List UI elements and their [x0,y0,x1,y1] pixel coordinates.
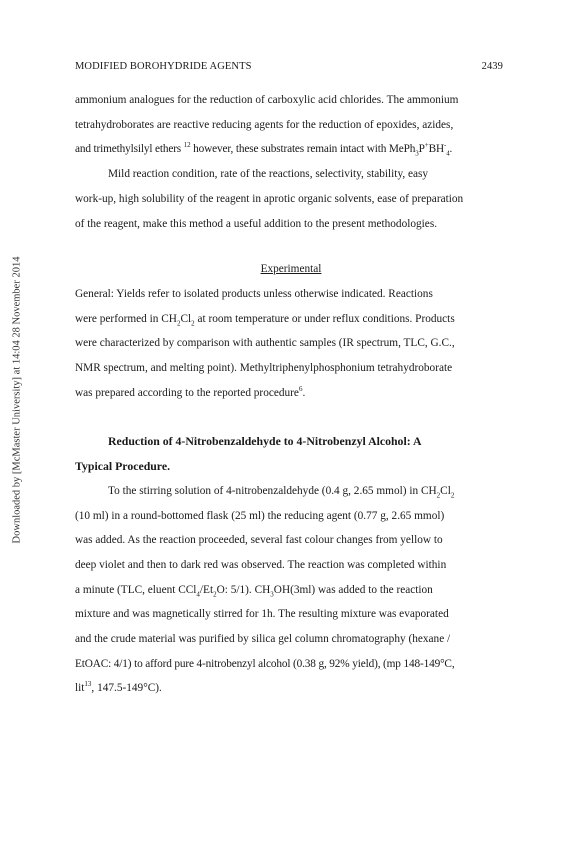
intro-paragraph-1 [75,88,507,162]
text-line: To the stirring solution of 4-nitrobenzaldehyde (0.4 g, 2.65 mmol) in $CH_2Cl_2$ [108,484,455,500]
page-number: 2439 [481,61,503,72]
text-line: of the reagent, make this method a useful addition to the present methodologies. [75,217,438,230]
article-body [75,88,507,701]
text-line: were characterized by comparison with authentic samples (IR spectrum, TLC, G.C., [75,337,455,350]
download-watermark [10,120,24,680]
general-paragraph [75,282,507,406]
text-line: ammonium analogues for the reduction of carboxylic acid chlorides. The ammonium [75,94,459,106]
text-line: work-up, high solubility of the reagent in aprotic organic solvents, ease of preparation [75,192,464,205]
running-header [75,61,503,72]
intro-paragraph-2 [75,162,507,236]
text-line: was added. As the reaction proceeded, several fast colour changes from yellow to [75,534,443,547]
text-line: was prepared according to the reported procedure$^6$. [75,384,306,399]
procedure-title: Reduction of 4-Nitrobenzaldehyde to 4-Nitrobenzyl Alcohol: A [108,434,422,449]
procedure-paragraph [75,479,507,701]
text-line: deep violet and then to dark red was observed. The reaction was completed within [75,558,447,571]
text-line: Mild reaction condition, rate of the reactions, selectivity, stability, easy [108,168,429,181]
text-line: (10 ml) in a round-bottomed flask (25 ml) the reducing agent (0.77 g, 2.65 mmol) [75,509,445,522]
text-line: General: Yields refer to isolated products unless otherwise indicated. Reactions [75,287,433,300]
running-title: MODIFIED BOROHYDRIDE AGENTS [75,61,252,72]
text-line: a minute (TLC, eluent $CCl_4/Et_2O$: 5/1). $CH_3OH(3ml)$ was added to the reaction [75,583,433,598]
text-line: tetrahydroborates are reactive reducing agents for the reduction of epoxides, azides, [75,118,454,131]
text-line: and trimethylsilyl ethers $^{12}$ however, these substrates remain intact with $MePh_3P^+BH^-_4$. [75,141,453,158]
text-line: NMR spectrum, and melting point). Methyltriphenylphosphonium tetrahydroborate [75,362,453,375]
download-note-text: Downloaded by [McMaster University] at 14:04 28 November 2014 [11,256,23,544]
experimental-heading: Experimental [260,263,322,276]
text-line: EtOAC: 4/1) to afford pure 4-nitrobenzyl alcohol (0.38 g, 92% yield), (mp 148-149°C, [75,657,455,670]
reference-12: 12 [183,141,191,150]
text-line: mixture and was magnetically stirred for 1h. The resulting mixture was evaporated [75,608,449,621]
text-line: and the crude material was purified by silica gel column chromatography (hexane / [75,633,451,646]
procedure-title-line-2: Typical Procedure. [75,459,171,474]
reference-13: 13 [84,680,92,689]
text-line: lit$^{13}$, 147.5-149°C). [75,680,162,695]
text-line: were performed in $CH_2Cl_2$ at room temperature or under reflux conditions. Products [75,312,455,327]
reference-6: 6 [298,384,303,393]
